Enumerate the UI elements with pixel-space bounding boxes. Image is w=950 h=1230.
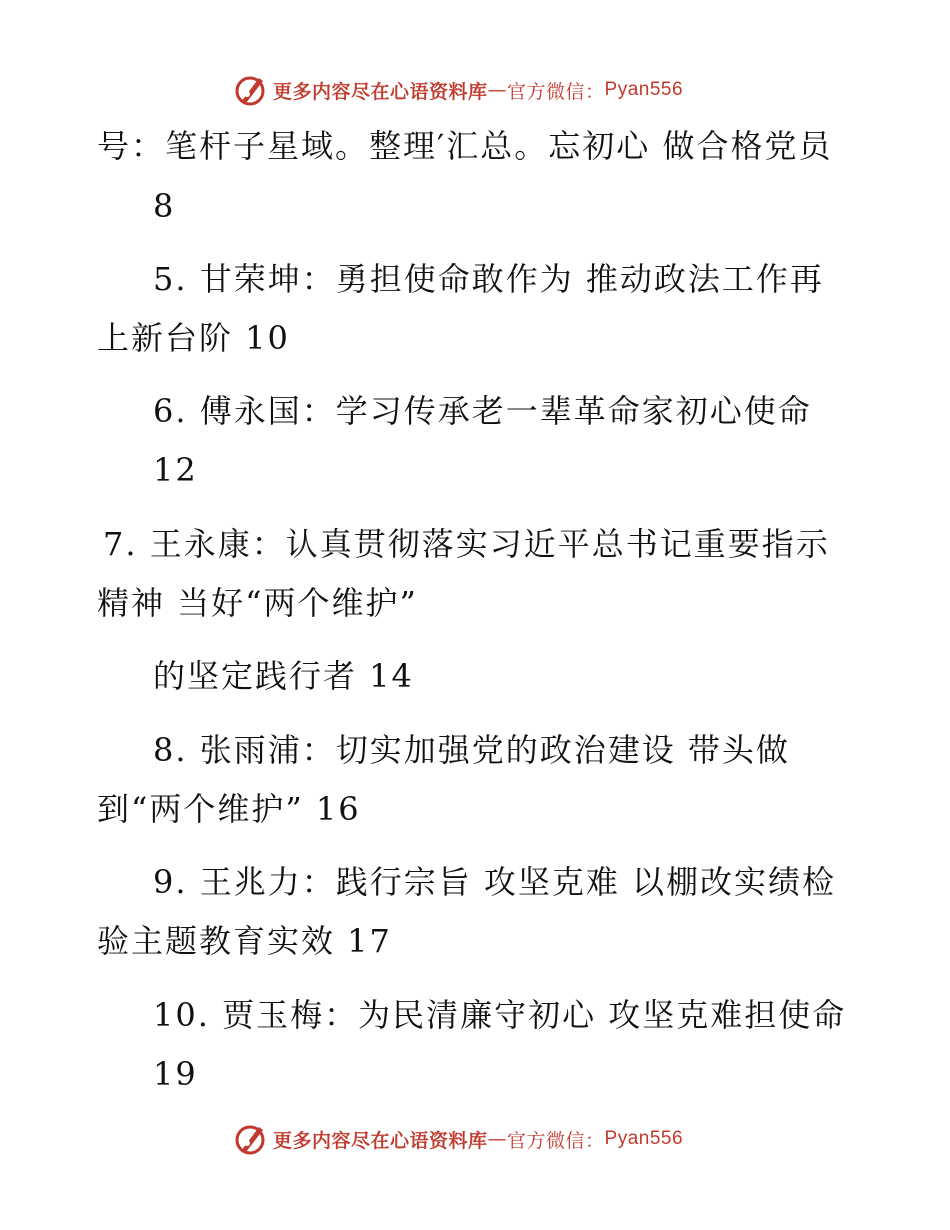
toc-line: 验主题教育实效 17 (97, 922, 392, 960)
banner-dash: — (487, 1128, 508, 1150)
toc-page-number: 19 (153, 1055, 198, 1093)
header-banner (233, 72, 713, 108)
banner-wechat-label: 官方微信： (507, 80, 605, 103)
toc-line: 的坚定践行者 14 (153, 657, 414, 695)
toc-page-number: 12 (153, 451, 198, 489)
banner-title: 更多内容尽在心语资料库 (273, 1129, 488, 1152)
banner-title: 更多内容尽在心语资料库 (273, 80, 488, 103)
banner-wechat-id: Pyan556 (604, 1128, 684, 1149)
quill-pen-circle-icon (233, 72, 269, 108)
banner-dash: — (487, 79, 508, 101)
toc-line: 精神 当好“两个维护” (97, 584, 418, 622)
toc-page-number: 8 (153, 187, 176, 225)
toc-entry: 9. 王兆力：践行宗旨 攻坚克难 以棚改实绩检 (153, 863, 837, 901)
toc-entry: 8. 张雨浦：切实加强党的政治建设 带头做 (153, 731, 790, 769)
toc-entry: 5. 甘荣坤：勇担使命敢作为 推动政法工作再 (153, 260, 824, 298)
toc-entry: 10. 贾玉梅：为民清廉守初心 攻坚克难担使命 (153, 996, 847, 1034)
banner-wechat-id: Pyan556 (604, 79, 684, 100)
toc-line: 号：笔杆子星域。整理′汇总。忘初心 做合格党员 (97, 127, 833, 165)
footer-banner (233, 1121, 713, 1157)
banner-wechat-label: 官方微信： (507, 1129, 605, 1152)
quill-pen-circle-icon (233, 1121, 269, 1157)
toc-line: 上新台阶 10 (97, 319, 290, 357)
toc-entry: 6. 傅永国：学习传承老一辈革命家初心使命 (153, 392, 812, 430)
toc-line: 到“两个维护” 16 (97, 790, 361, 828)
toc-entry: 7. 王永康：认真贯彻落实习近平总书记重要指示 (103, 525, 830, 563)
